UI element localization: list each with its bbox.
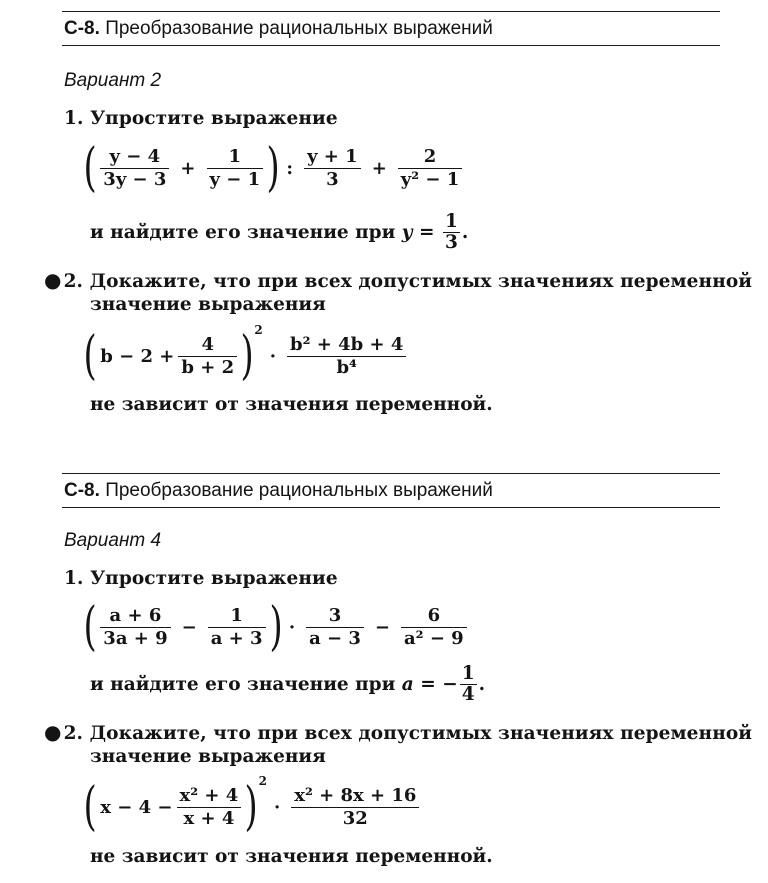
task-2-conclusion: не зависит от значения переменной.	[90, 394, 493, 415]
operator: ·	[288, 616, 296, 638]
numerator: b² + 4b + 4	[290, 333, 404, 355]
equals: =	[419, 222, 435, 243]
section-code: С-8.	[64, 18, 100, 39]
variant-label: Вариант 4	[64, 530, 162, 551]
period: .	[478, 674, 486, 695]
left-paren: (	[83, 597, 97, 657]
denominator: 4	[461, 684, 475, 705]
task-number: 1.	[64, 108, 84, 129]
task-2-prompt-line2: значение выражения	[90, 294, 326, 315]
operator: −	[374, 616, 391, 638]
task-1-expression	[83, 138, 466, 198]
variable: a	[401, 674, 414, 695]
right-paren: )	[244, 777, 259, 837]
task-2-conclusion: не зависит от значения переменной.	[90, 846, 493, 867]
numerator: 1	[461, 663, 475, 684]
section-code: С-8.	[64, 480, 100, 501]
denominator: y² − 1	[400, 168, 460, 190]
task-2-expression	[83, 774, 423, 837]
denominator: y − 1	[209, 168, 261, 190]
fraction	[177, 785, 242, 830]
fraction	[304, 146, 361, 191]
task-1-value-line	[90, 212, 468, 253]
numerator: 1	[444, 211, 458, 232]
expression-lead: b − 2 +	[100, 345, 175, 367]
section-header	[64, 480, 493, 502]
operator: +	[371, 157, 387, 179]
header-top-rule	[62, 473, 720, 474]
task-1-prompt	[64, 108, 338, 129]
fraction	[100, 605, 170, 650]
value-text: и найдите его значение при	[90, 674, 396, 695]
numerator: y + 1	[307, 145, 358, 167]
fraction	[306, 605, 364, 650]
numerator: 3	[328, 604, 342, 626]
task-number: 2.	[63, 271, 84, 292]
header-top-rule	[62, 11, 720, 12]
denominator: a + 3	[210, 627, 263, 649]
task-2-prompt	[44, 268, 752, 292]
right-paren: )	[240, 326, 254, 386]
fraction	[291, 785, 419, 830]
variant-label: Вариант 2	[64, 70, 162, 91]
numerator: 2	[423, 145, 437, 167]
period: .	[461, 222, 469, 243]
section-title: Преобразование рациональных выражений	[105, 18, 493, 39]
bullet-icon: ●	[44, 720, 62, 744]
numerator: 1	[228, 145, 242, 167]
section-title: Преобразование рациональных выражений	[105, 480, 493, 501]
header-bottom-rule	[62, 507, 720, 508]
fraction	[287, 334, 406, 379]
task-2-prompt	[44, 720, 752, 744]
fraction	[398, 146, 462, 191]
bullet-icon: ●	[44, 268, 62, 292]
denominator: 32	[342, 807, 368, 829]
denominator: a − 3	[309, 627, 361, 649]
task-1-prompt	[64, 568, 338, 589]
fraction	[401, 605, 467, 650]
exponent: 2	[254, 323, 263, 337]
expression-lead: x − 4 −	[100, 796, 173, 818]
task-prompt-line1: Докажите, что при всех допустимых значениях переменной	[89, 271, 753, 292]
denominator: a² − 9	[404, 627, 464, 649]
denominator: 3	[444, 232, 458, 253]
task-1-expression	[83, 597, 471, 657]
right-paren: )	[266, 138, 280, 198]
numerator: 6	[427, 604, 441, 626]
exponent: 2	[258, 774, 267, 788]
fraction	[178, 334, 237, 379]
numerator: a + 6	[109, 604, 162, 626]
task-prompt: Упростите выражение	[90, 108, 338, 129]
numerator: x² + 8x + 16	[294, 784, 417, 806]
denominator: b⁴	[336, 356, 357, 378]
fraction	[207, 146, 264, 191]
variable: y	[401, 222, 413, 243]
task-prompt-line1: Докажите, что при всех допустимых значениях переменной	[89, 723, 753, 744]
left-paren: (	[83, 138, 97, 198]
denominator: 3y − 3	[103, 168, 167, 190]
operator: ·	[273, 796, 281, 818]
value-fraction	[443, 212, 460, 253]
numerator: x² + 4	[179, 784, 239, 806]
equals: = −	[420, 674, 458, 695]
operator: +	[180, 157, 196, 179]
numerator: 4	[201, 333, 214, 355]
operator: :	[286, 157, 294, 179]
fraction	[208, 605, 266, 650]
denominator: 3a + 9	[103, 627, 168, 649]
numerator: 1	[230, 604, 243, 626]
task-1-value-line	[90, 664, 485, 705]
denominator: 3	[326, 168, 339, 190]
task-2-prompt-line2: значение выражения	[90, 746, 326, 767]
section-header	[64, 18, 493, 40]
task-number: 2.	[63, 723, 84, 744]
denominator: b + 2	[181, 356, 235, 378]
header-bottom-rule	[62, 45, 720, 46]
task-2-expression	[83, 323, 410, 386]
right-paren: )	[269, 597, 283, 657]
task-number: 1.	[64, 568, 84, 589]
operator: ·	[269, 345, 277, 367]
fraction	[100, 146, 169, 191]
left-paren: (	[83, 326, 97, 386]
left-paren: (	[83, 777, 97, 837]
value-fraction	[460, 664, 477, 705]
operator: −	[181, 616, 197, 638]
denominator: x + 4	[183, 807, 235, 829]
value-text: и найдите его значение при	[90, 222, 396, 243]
task-prompt: Упростите выражение	[90, 568, 338, 589]
numerator: y − 4	[109, 145, 161, 167]
